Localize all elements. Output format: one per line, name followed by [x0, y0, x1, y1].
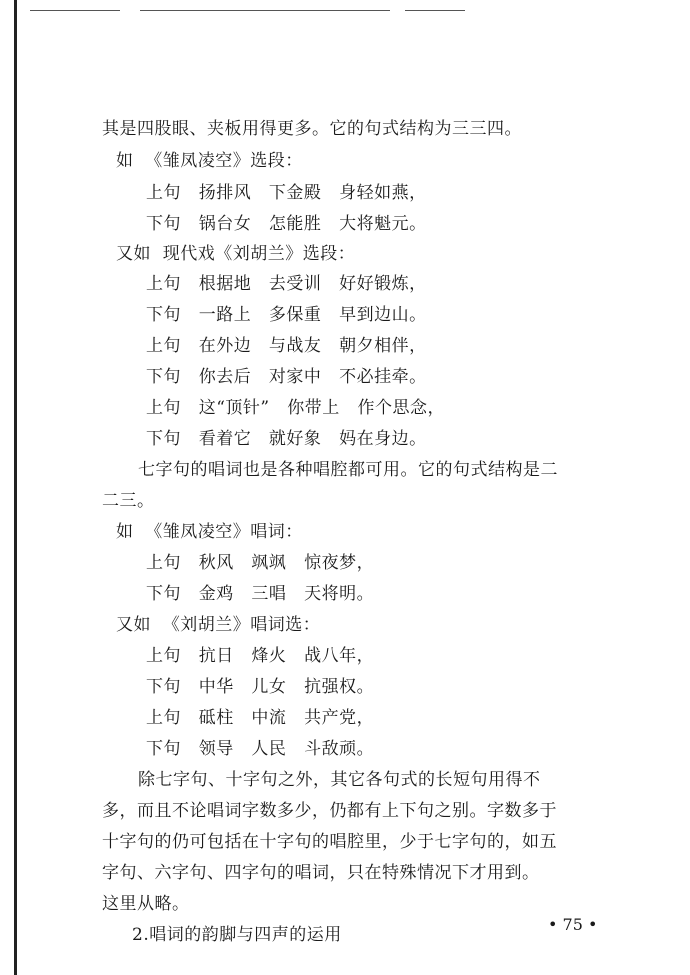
top-rule	[405, 10, 465, 11]
text-line: 十字句的仍可包括在十字句的唱腔里，少于七字句的，如五	[102, 832, 557, 852]
text-line: 又如 现代戏《刘胡兰》选段：	[116, 244, 356, 264]
text-line: 二三。	[102, 491, 155, 511]
verse-line: 下句 你去后 对家中 不必挂牵。	[146, 367, 427, 387]
verse-line: 下句 中华 儿女 抗强权。	[146, 677, 375, 697]
top-rule	[140, 10, 390, 11]
text-line: 多，而且不论唱词字数多少，仍都有上下句之别。字数多于	[102, 801, 557, 821]
text-line: 七字句的唱词也是各种唱腔都可用。它的句式结构是二	[138, 460, 558, 480]
verse-line: 上句 抗日 烽火 战八年，	[146, 646, 375, 666]
verse-line: 上句 在外边 与战友 朝夕相伴，	[146, 336, 427, 356]
verse-line: 下句 金鸡 三唱 天将明。	[146, 584, 375, 604]
top-rule	[30, 10, 120, 11]
page-number: • 75 •	[548, 915, 598, 934]
verse-line: 下句 一路上 多保重 早到边山。	[146, 305, 427, 325]
page-binding-edge	[0, 0, 17, 975]
verse-line: 上句 秋风 飒飒 惊夜梦，	[146, 553, 375, 573]
text-line: 如 《雏凤凌空》唱词：	[116, 522, 303, 542]
section-heading: 2.唱词的韵脚与四声的运用	[132, 925, 342, 945]
text-line: 除七字句、十字句之外，其它各句式的长短句用得不	[138, 770, 541, 790]
verse-line: 上句 根据地 去受训 好好锻炼，	[146, 274, 427, 294]
text-line: 又如 《刘胡兰》唱词选：	[116, 615, 321, 635]
verse-line: 上句 砥柱 中流 共产党，	[146, 708, 375, 728]
text-line: 字句、六字句、四字句的唱词，只在特殊情况下才用到。	[102, 863, 540, 883]
verse-line: 下句 领导 人民 斗敌顽。	[146, 739, 375, 759]
verse-line: 下句 锅台女 怎能胜 大将魁元。	[146, 214, 427, 234]
verse-line: 上句 扬排风 下金殿 身轻如燕，	[146, 183, 427, 203]
text-line: 其是四股眼、夹板用得更多。它的句式结构为三三四。	[102, 119, 522, 139]
text-line: 如 《雏凤凌空》选段：	[116, 151, 303, 171]
text-line: 这里从略。	[102, 894, 190, 914]
verse-line: 下句 看着它 就好象 妈在身边。	[146, 429, 427, 449]
verse-line: 上句 这“顶针” 你带上 作个思念，	[146, 398, 446, 418]
